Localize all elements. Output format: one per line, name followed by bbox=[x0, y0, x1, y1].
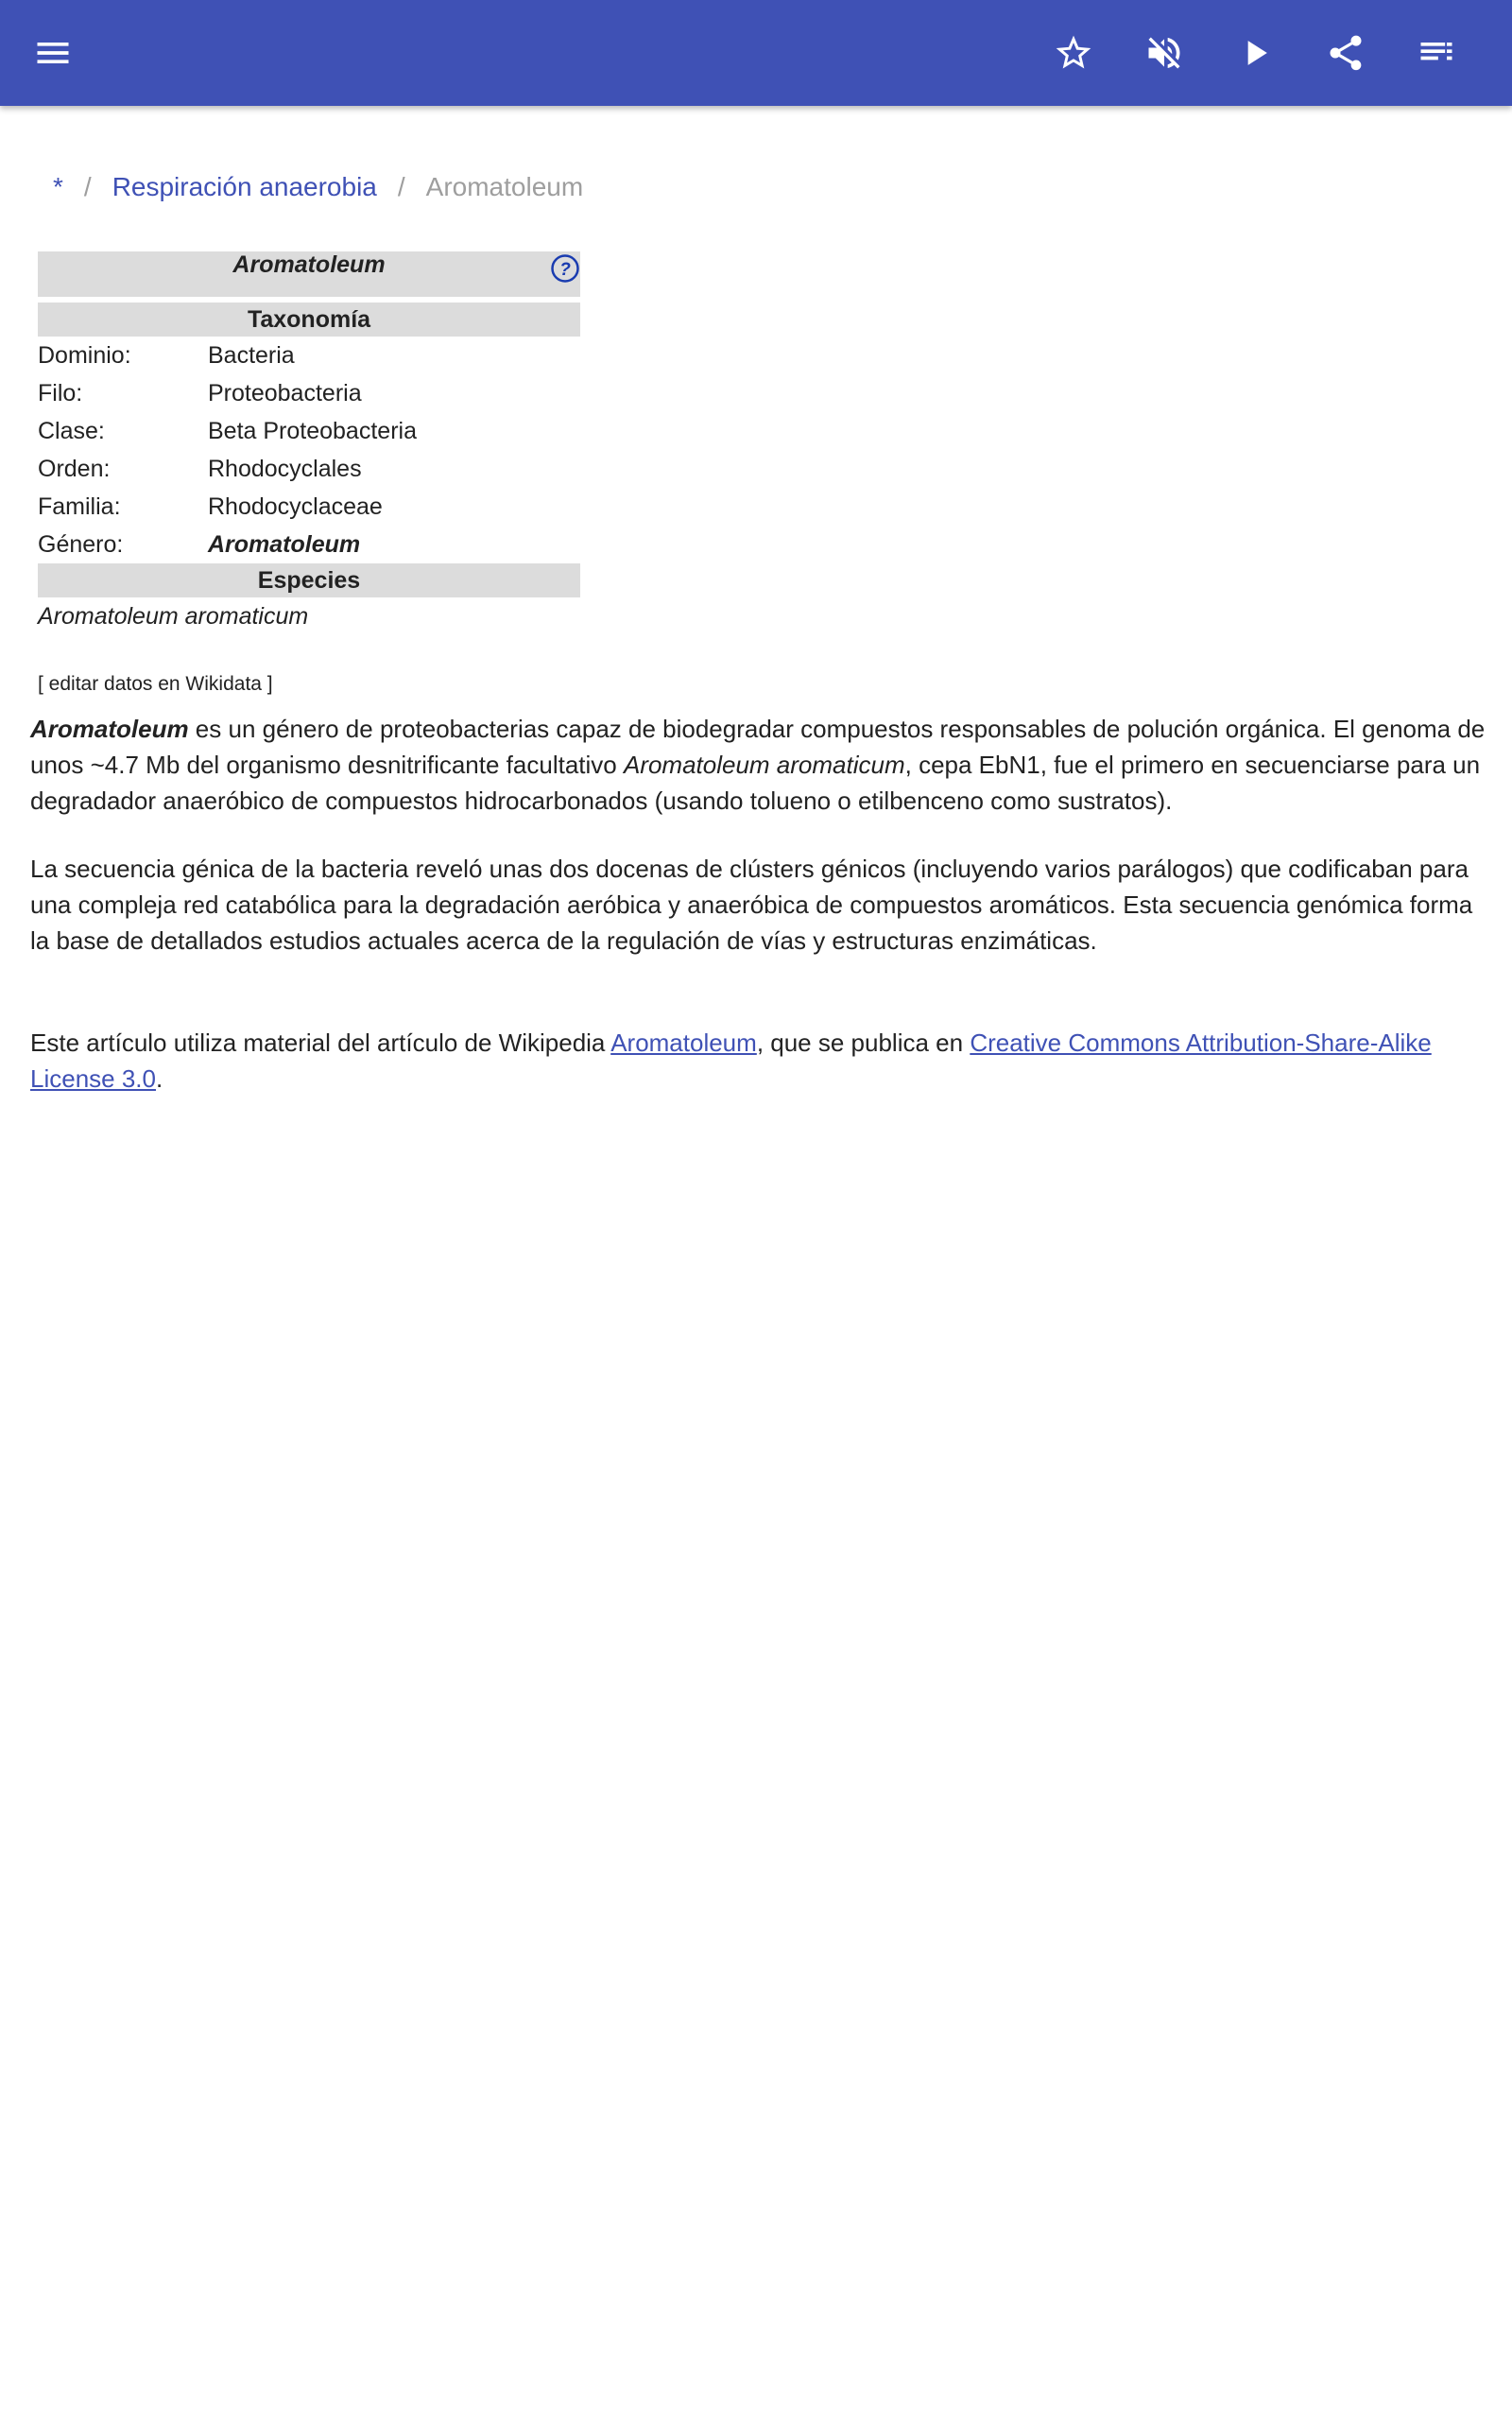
paragraph bbox=[30, 711, 1486, 819]
infobox-row-key: Clase: bbox=[38, 418, 105, 444]
wikipedia-article-link[interactable]: Aromatoleum bbox=[610, 1028, 757, 1057]
taxonomy-infobox bbox=[38, 251, 580, 635]
infobox-row-value: Proteobacteria bbox=[208, 380, 362, 406]
svg-text:?: ? bbox=[559, 260, 571, 280]
article-subject: Aromatoleum bbox=[30, 715, 189, 743]
infobox-row bbox=[38, 488, 580, 526]
taxonomy-header: Taxonomía bbox=[38, 302, 580, 337]
species-name: Aromatoleum aromaticum bbox=[38, 603, 309, 630]
infobox-row-key: Género: bbox=[38, 531, 124, 558]
infobox-row bbox=[38, 412, 580, 450]
infobox-row-value: Aromatoleum bbox=[208, 531, 361, 558]
infobox-row bbox=[38, 374, 580, 412]
infobox-row-key: Dominio: bbox=[38, 342, 131, 369]
license-text: , que se publica en bbox=[756, 1028, 971, 1057]
license-link[interactable]: Creative Commons Attribution-Share-Alike License 3.0 bbox=[30, 1028, 1432, 1093]
infobox-row-key: Filo: bbox=[38, 380, 83, 406]
help-icon[interactable] bbox=[550, 253, 580, 284]
breadcrumb-current: Aromatoleum bbox=[425, 172, 584, 201]
species-mention: Aromatoleum aromaticum bbox=[623, 751, 905, 779]
paragraph: La secuencia génica de la bacteria reveló unas dos docenas de clústers génicos (incluyendo varios parálogos) que codificaban para una compleja red catabólica para la degradación aeróbica y anaeróbica de compuestos aromáticos. Esta secuencia genómica forma la base de detallados estudios actuales acerca de la regulación de vías y estructuras enzimáticas. bbox=[30, 855, 1473, 955]
infobox-row-value: Rhodocyclales bbox=[208, 456, 362, 482]
infobox-row-value: Bacteria bbox=[208, 342, 295, 369]
volume-off-icon[interactable] bbox=[1134, 23, 1194, 83]
edit-wikidata-link[interactable]: [ editar datos en Wikidata ] bbox=[38, 673, 273, 695]
infobox-row bbox=[38, 526, 580, 563]
menu-icon[interactable] bbox=[23, 23, 83, 83]
share-icon[interactable] bbox=[1315, 23, 1376, 83]
infobox-title: Aromatoleum bbox=[232, 251, 386, 278]
app-bar bbox=[0, 0, 1512, 106]
paragraph-text: , cepa EbN1, fue el primero en secuenciarse para un degradador anaeróbico de compuestos hidrocarbonados (usando tolueno o etilbenceno como sustratos). bbox=[30, 751, 1481, 815]
infobox-row-key: Orden: bbox=[38, 456, 111, 482]
star-outline-icon[interactable] bbox=[1043, 23, 1104, 83]
play-icon[interactable] bbox=[1225, 23, 1285, 83]
breadcrumb-separator: / bbox=[83, 172, 92, 201]
infobox-row bbox=[38, 337, 580, 374]
infobox-row-value: Beta Proteobacteria bbox=[208, 418, 417, 444]
infobox-row-key: Familia: bbox=[38, 493, 121, 520]
infobox-title-bar bbox=[38, 251, 580, 297]
breadcrumb bbox=[53, 168, 583, 206]
playlist-icon[interactable] bbox=[1406, 23, 1467, 83]
license-text: . bbox=[155, 1064, 163, 1093]
license-text: Este artículo utiliza material del artículo de Wikipedia bbox=[30, 1028, 611, 1057]
article-body bbox=[30, 711, 1486, 1129]
infobox-row-value: Rhodocyclaceae bbox=[208, 493, 383, 520]
breadcrumb-separator: / bbox=[397, 172, 405, 201]
breadcrumb-home-link[interactable]: * bbox=[53, 172, 63, 201]
infobox-row bbox=[38, 450, 580, 488]
paragraph-text: es un género de proteobacterias capaz de biodegradar compuestos responsables de polución orgánica. El genoma de unos ~4.7 Mb del organismo desnitrificante facultativo bbox=[30, 715, 1486, 779]
license-notice bbox=[30, 1025, 1486, 1097]
breadcrumb-parent-link[interactable]: Respiración anaerobia bbox=[112, 172, 377, 201]
species-header: Especies bbox=[38, 563, 580, 597]
